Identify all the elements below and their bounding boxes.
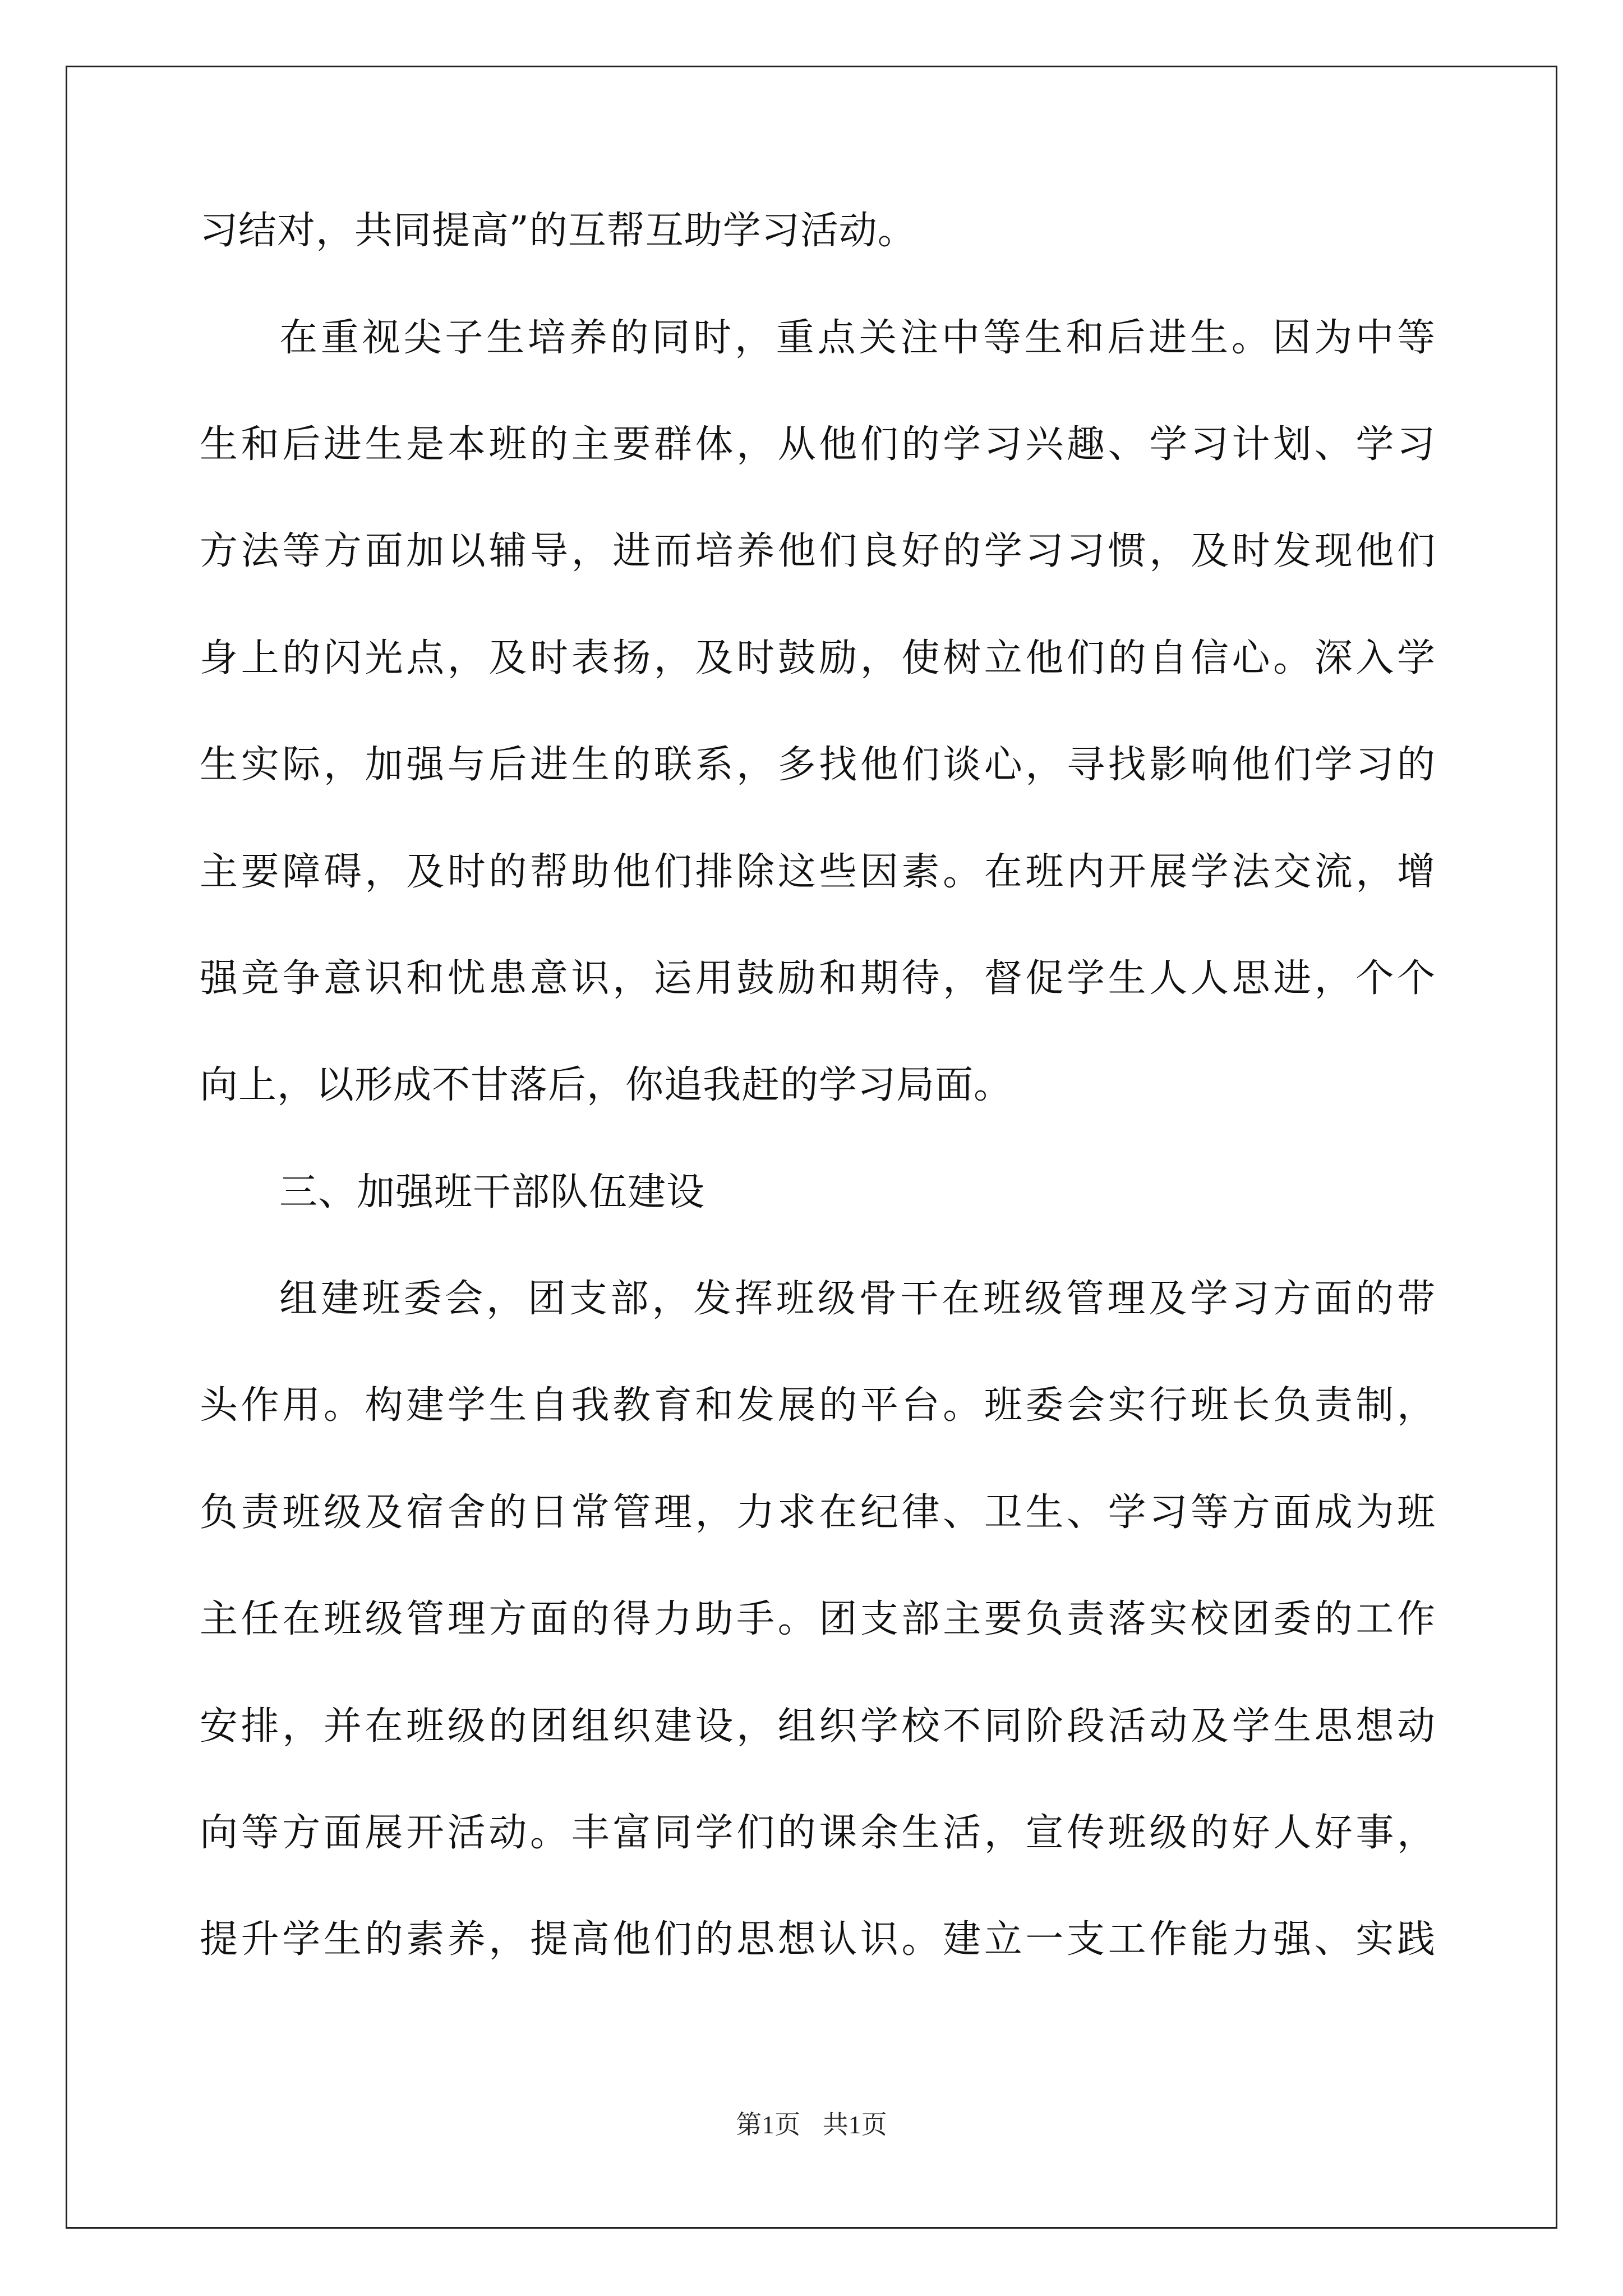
- paragraph-line: 向上，以形成不甘落后，你追我赶的学习局面。: [200, 1063, 1013, 1107]
- page-border: [66, 66, 1557, 2229]
- paragraph-line: 方法等方面加以辅导，进而培养他们良好的学习习惯，及时发现他们: [200, 529, 1436, 573]
- paragraph-line: 身上的闪光点，及时表扬，及时鼓励，使树立他们的自信心。深入学: [200, 636, 1436, 680]
- paragraph-line: 头作用。构建学生自我教育和发展的平台。班委会实行班长负责制，: [200, 1383, 1436, 1428]
- paragraph-line: 在重视尖子生培养的同时，重点关注中等生和后进生。因为中等: [279, 316, 1436, 360]
- paragraph-line: 生和后进生是本班的主要群体，从他们的学习兴趣、学习计划、学习: [200, 422, 1436, 467]
- paragraph-line: 习结对，共同提高”的互帮互助学习活动。: [200, 209, 916, 253]
- paragraph-line: 主任在班级管理方面的得力助手。团支部主要负责落实校团委的工作: [200, 1597, 1436, 1641]
- page-number-current: 第1页: [736, 2110, 801, 2139]
- page-number-total: 共1页: [822, 2110, 887, 2139]
- paragraph-line: 组建班委会，团支部，发挥班级骨干在班级管理及学习方面的带: [279, 1277, 1436, 1321]
- page-footer: [0, 2108, 1623, 2142]
- paragraph-line: 向等方面展开活动。丰富同学们的课余生活，宣传班级的好人好事，: [200, 1811, 1436, 1855]
- paragraph-line: 强竞争意识和忧患意识，运用鼓励和期待，督促学生人人思进，个个: [200, 956, 1436, 1001]
- paragraph-line: 生实际，加强与后进生的联系，多找他们谈心，寻找影响他们学习的: [200, 743, 1436, 787]
- paragraph-line: 负责班级及宿舍的日常管理，力求在纪律、卫生、学习等方面成为班: [200, 1490, 1436, 1535]
- paragraph-line: 主要障碍，及时的帮助他们排除这些因素。在班内开展学法交流，增: [200, 850, 1436, 894]
- section-heading: 三、加强班干部队伍建设: [279, 1170, 706, 1214]
- paragraph-line: 安排，并在班级的团组织建设，组织学校不同阶段活动及学生思想动: [200, 1704, 1436, 1749]
- paragraph-line: 提升学生的素养，提高他们的思想认识。建立一支工作能力强、实践: [200, 1917, 1436, 1962]
